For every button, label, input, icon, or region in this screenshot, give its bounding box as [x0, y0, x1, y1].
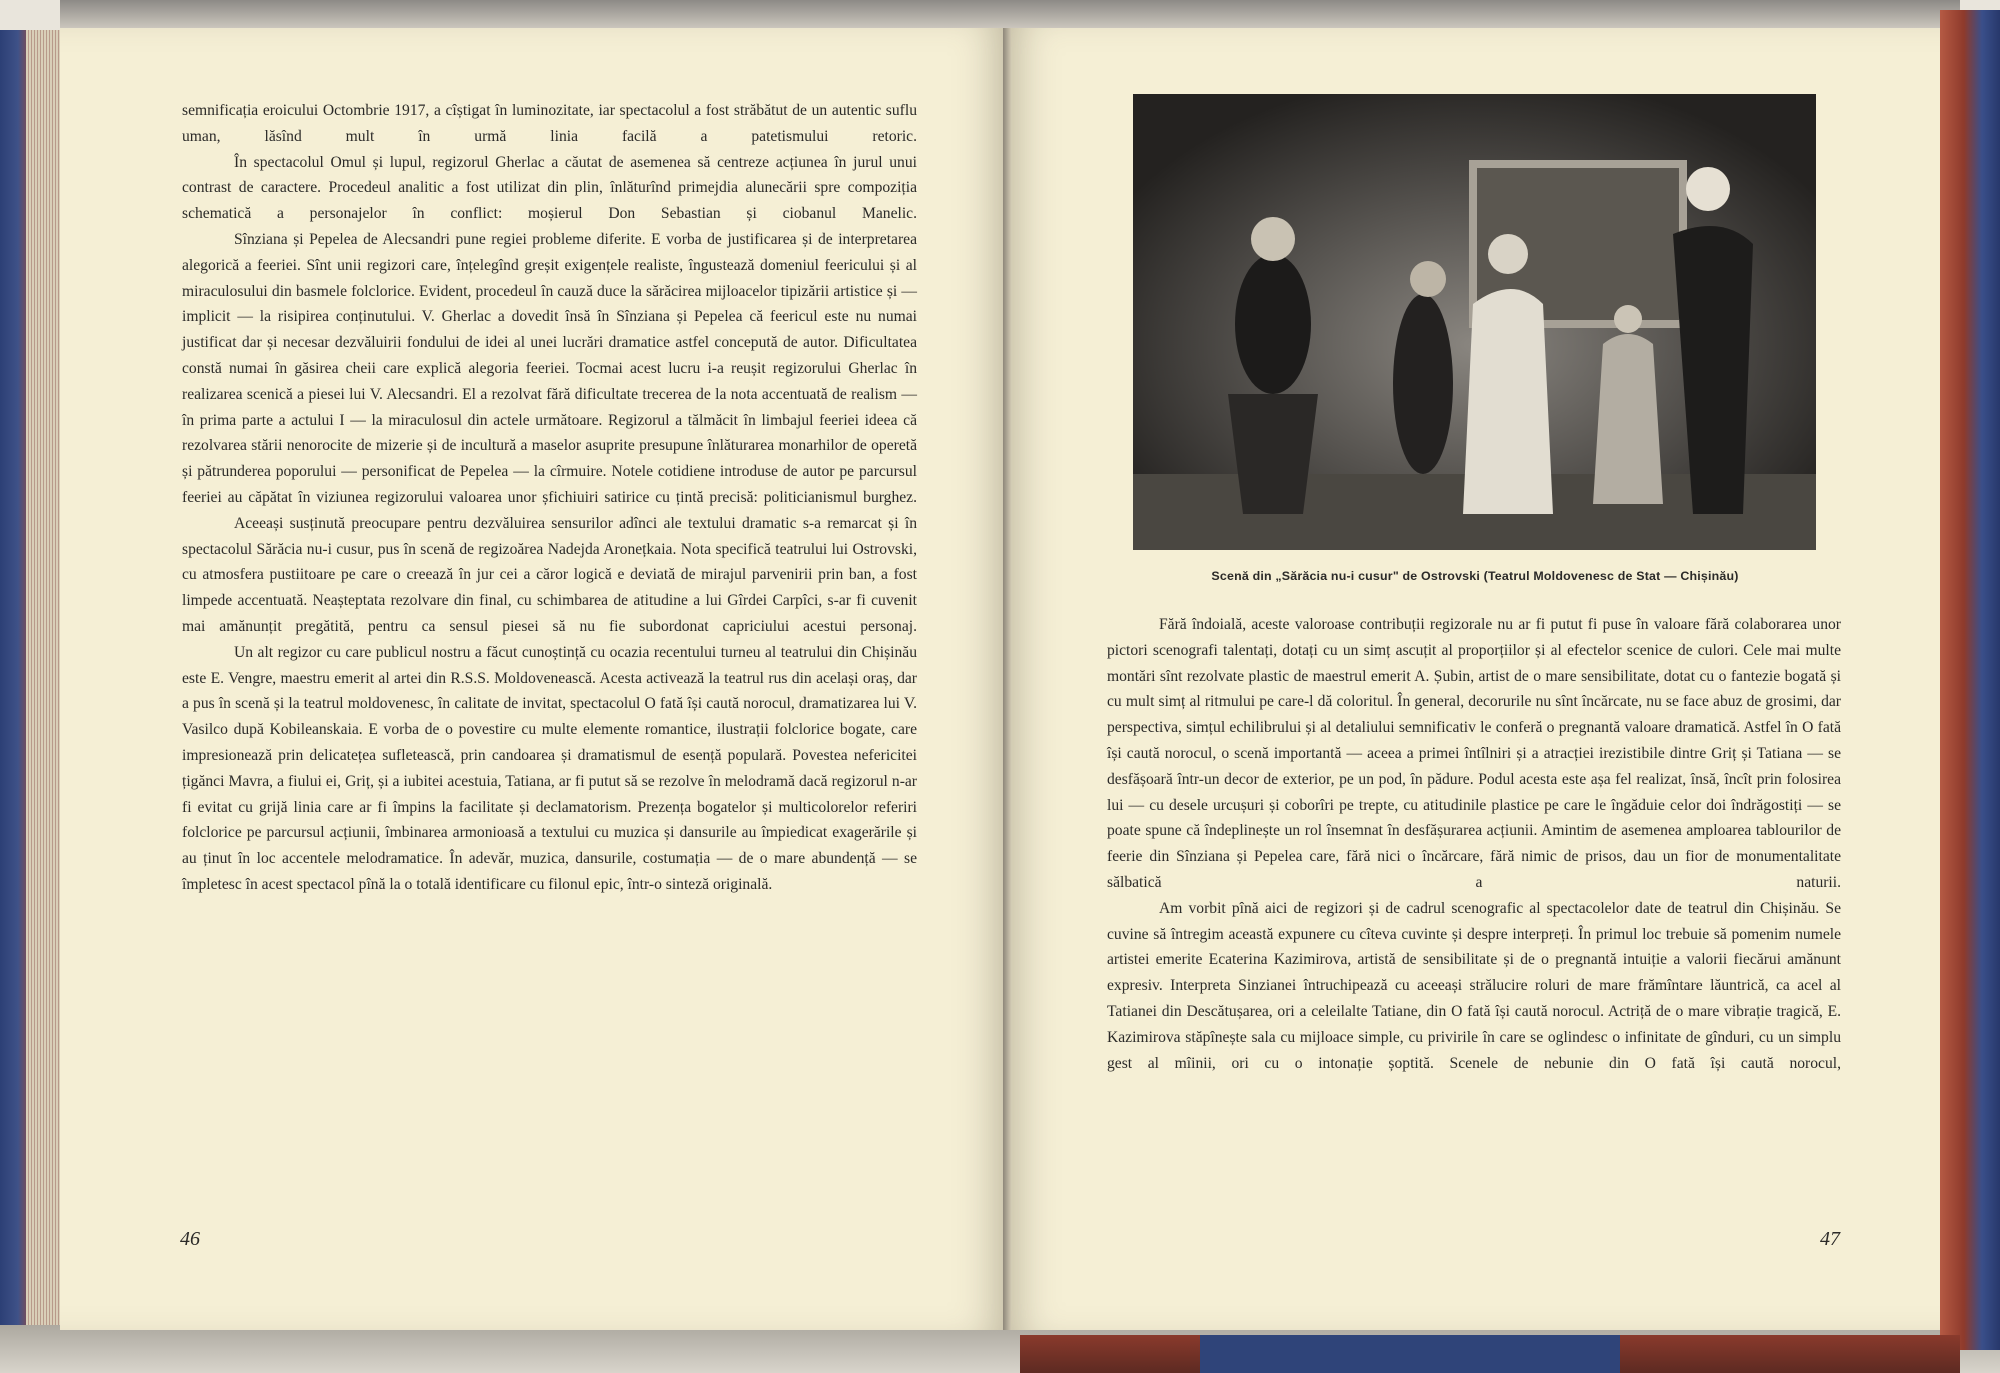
paragraph: Am vorbit pînă aici de regizori și de cadrul scenografic al spectacolelor date de teatrul din Chișinău. Se cuvine să întregim această expunere cu cîteva cuvinte și despre interpreți. În primul loc trebuie să pomenim numele artistei emerite Ecaterina Kazimirova, artistă de sensibilitate și de o pregnantă intuiție a valorii fiecărui amănunt expresiv. Interpreta Sinzianei întruchipează cu aceeași strălucire roluri de mare frămîntare lăuntrică, ca acel al Tatianei din Descătușarea, ori a celeilalte Tatiane, din O fată își caută norocul. Actriță de o mare vibrație tragică, E. Kazimirova stăpînește sala cu mijloace simple, cu privirile în care se oglindesc o infinitate de gînduri, cu un simplu gest al mîinii, ori cu o intonație șoptită. Scenele de nebunie din O fată își caută norocul,: [1107, 899, 1841, 1072]
paragraph: În spectacolul Omul și lupul, regizorul Gherlac a căutat de asemenea să centreze acțiunea în jurul unui contrast de caractere. Procedeul analitic a fost utilizat din plin, înlăturînd primejdia alunecării spre compoziția schematică a personajelor în conflict: moșierul Don Sebastian și ciobanul Manelic.: [182, 153, 917, 223]
photo-caption: Scenă din „Sărăcia nu-i cusur" de Ostrovski (Teatrul Moldovenesc de Stat — Chișinău): [1211, 569, 1739, 583]
cover-blue-band: [1200, 1335, 1620, 1373]
paragraph: Aceeași susținută preocupare pentru dezvăluirea sensurilor adînci ale textului dramatic s-a remarcat și în spectacolul Sărăcia nu-i cusur, pus în scenă de regizoărea Nadejda Aronețkaia. Nota specifică teatrului lui Ostrovski, cu atmosfera pustiitoare pe care o creează în jur cei a căror logică e deviată de mirajul parvenirii prin ban, a fost limpede accentuată. Neașteptata rezolvare din final, cu schimbarea de atitudine a lui Gîrdei Carpîci, s-ar fi cuvenit mai amănunțit pregătită, pentru ca sensul piesei să nu fie subordonat capriciului acestui personaj.: [182, 514, 917, 635]
bottom-book-cover: [1020, 1335, 1960, 1373]
right-page-text: [1107, 612, 1841, 1076]
stage-photo-image: [1133, 94, 1816, 550]
page-edges: [26, 30, 60, 1325]
page-number-right: 47: [1820, 1228, 1840, 1250]
right-book-cover: [1940, 10, 2000, 1350]
paragraph: semnificația eroicului Octombrie 1917, a cîștigat în luminozitate, iar spectacolul a fost străbătut de un autentic suflu uman, lăsînd mult în urmă linia facilă a patetismului retoric.: [182, 102, 917, 145]
paragraph: Fără îndoială, aceste valoroase contribuții regizorale nu ar fi putut fi puse în valoare fără colaborarea unor pictori scenografi talentați, dotați cu un simț ascuțit al proporțiilor și al efectelor scenice de culori. Cele mai multe montări sînt rezolvate plastic de maestrul emerit A. Șubin, artist de o mare sensibilitate, dotat cu o fantezie bogată și cu mult simț al ritmului pe care-l dă coloritul. În general, decorurile nu sînt încărcate, nu se face abuz de grosimi, dar perspectiva, simțul echilibrului și al detaliului semnificativ le conferă o pregnantă valoare dramatică. Astfel în O fată își caută norocul, o scenă importantă — aceea a primei întîlniri și a atracției irezistibile dintre Griț și Tatiana — se desfășoară într-un decor de exterior, pe un pod, în pădure. Podul acesta este așa fel realizat, însă, încît prin folosirea lui — cu desele urcușuri și coborîri pe trepte, cu atitudinile plastice pe care le îngăduie celor doi îndrăgostiți — se poate spune că îndeplinește un rol însemnat în desfășurarea acțiunii. Amintim de asemenea amploarea tablourilor de feerie din Sînziana și Pepelea care, fără nici o încărcare, fără nimic de prisos, dau un fior de monumentalitate sălbatică a naturii.: [1107, 616, 1841, 891]
paragraph: Sînziana și Pepelea de Alecsandri pune regiei probleme diferite. E vorba de justificarea și de interpretarea alegorică a feeriei. Sînt unii regizori care, înțelegînd greșit exigențele realiste, îngustează domeniul feericului și al miraculosului din basmele folclorice. Evident, procedeul în cauză duce la sărăcirea mijloacelor tipizării artistice și — implicit — la risipirea conținutului. V. Gherlac a dovedit însă în Sînziana și Pepelea că feericul este nu numai justificat dar și necesar dezvăluirii fondului de idei al unei lucrări dramatice astfel concepută de autor. Dificultatea constă numai în găsirea cheii care explică alegoria feeriei. Tocmai acest lucru i-a reușit regizorului Gherlac în realizarea scenică a piesei lui V. Alecsandri. El a rezolvat fără dificultate trecerea de la nota accentuată de realism — în prima parte a actului I — la miraculosul din actele următoare. Regizorul a tălmăcit în limbajul feeriei ideea că rezolvarea stării nenorocite de mizerie și de incultură a maselor asuprite presupune înlăturarea monarhilor de operetă și pătrunderea poporului — personificat de Pepelea — la cîrmuire. Notele cotidiene introduse de autor pe parcursul feeriei au căpătat în viziunea regizorului valoarea unor șfichiuiri satirice cu țintă precisă: politicianismul burghez.: [182, 230, 917, 506]
left-book-edge: [0, 30, 60, 1325]
book-gutter: [1003, 28, 1011, 1330]
top-shadow: [60, 0, 1960, 30]
page-number-left: 46: [180, 1228, 200, 1250]
stage-photo: [1133, 94, 1816, 550]
left-page-text: [182, 98, 917, 898]
paragraph: Un alt regizor cu care publicul nostru a făcut cunoștință cu ocazia recentului turneu al teatrului din Chișinău este E. Vengre, maestru emerit al artei din R.S.S. Moldovenească. Acesta activează la teatrul rus din același oraș, dar a pus în scenă și la teatrul moldovenesc, în calitate de invitat, spectacolul O fată își caută norocul, dramatizarea lui V. Vasilco după Kobileanskaia. E vorba de o povestire cu multe elemente romantice, ilustrații folclorice bogate, care impresionează prin delicatețea sufletească, prin candoarea și dramatismul de esență populară. Povestea nefericitei țigănci Mavra, a fiului ei, Griț, și a iubitei acestuia, Tatiana, ar fi putut să se rezolve în melodramă dacă regizorul n-ar fi evitat cu grijă linia care ar fi împins la facilitate și declamatorism. Prezența bogatelor și multicolorelor referiri folclorice pe parcursul acțiunii, îmbinarea armonioasă a textului cu muzica și dansurile au împiedicat exagerările și au ținut în loc accentele melodramatice. În adevăr, muzica, dansurile, costumația — de o mare abundență — se împletesc în acest spectacol pînă la o totală identificare cu filonul epic, într-o sinteză originală.: [182, 643, 917, 893]
